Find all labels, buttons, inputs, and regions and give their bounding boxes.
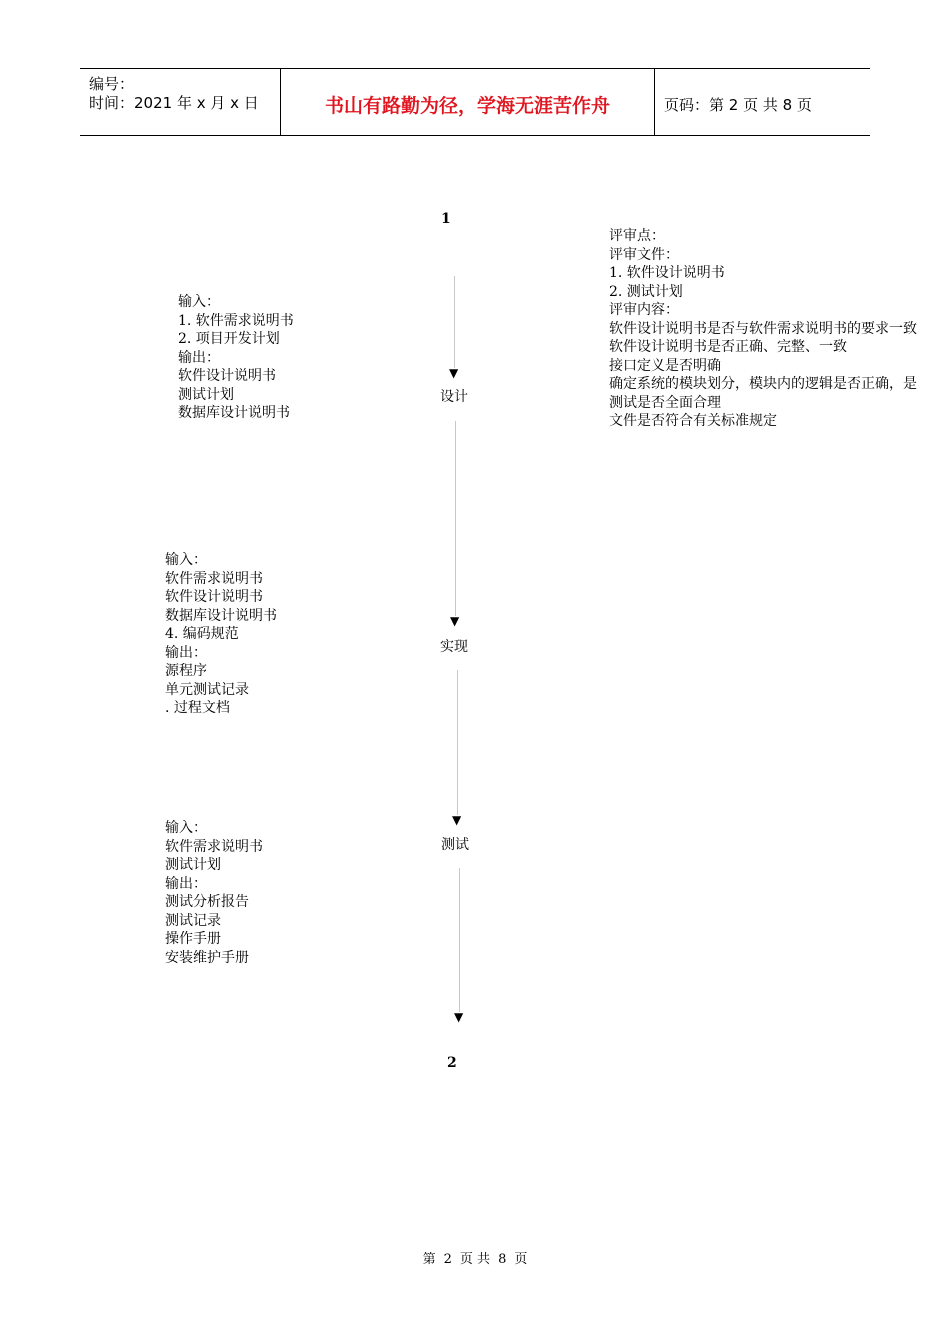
io-line: . 过程文档 [165,700,230,716]
down-arrow-icon: ▼ [449,366,459,380]
flow-connector [455,421,456,616]
io-line: 4. 编码规范 [165,626,239,642]
review-line: 评审内容： [609,302,679,318]
flow-end-label: 2 [447,1055,457,1071]
io-line: 测试计划 [165,857,221,873]
footer-page-number: 2 [443,1252,452,1267]
io-line: 操作手册 [165,931,221,947]
io-line: 输入： [165,552,207,568]
review-line: 测试是否全面合理 [609,394,721,411]
io-line: 2. 项目开发计划 [178,331,280,347]
review-list [609,227,917,431]
design-io-list [178,293,294,423]
io-line: 软件设计说明书 [165,589,263,605]
document-time-label: 时间：2021 年 x 月 x 日 [89,94,259,112]
stage-implement: 实现 [440,639,468,655]
footer-total-pages: 8 [498,1252,507,1267]
page-footer [0,1248,950,1267]
review-line: 2. 测试计划 [609,283,683,300]
io-line: 源程序 [165,663,207,679]
down-arrow-icon: ▼ [454,1010,464,1024]
header-motto-cell [281,69,655,135]
header-page-cell [655,69,870,135]
io-line: 输出： [165,875,207,892]
io-line: 1. 软件需求说明书 [178,312,294,329]
io-line: 数据库设计说明书 [165,607,277,624]
io-line: 输入： [178,294,220,310]
io-line: 软件设计说明书 [178,368,276,384]
header-motto: 书山有路勤为径，学海无涯苦作舟 [324,95,610,117]
header-page-label: 页码：第 2 页 共 8 页 [664,96,812,114]
flow-connector [459,868,460,1012]
test-io-list [165,819,263,967]
flow-connector [457,670,458,815]
io-line: 数据库设计说明书 [178,405,290,421]
review-line: 文件是否符合有关标准规定 [609,413,777,429]
footer-mid: 页 共 [459,1252,491,1267]
review-line: 评审点： [609,228,665,244]
review-line: 评审文件： [609,246,679,263]
down-arrow-icon: ▼ [450,614,460,628]
io-line: 输出： [165,644,207,661]
review-line: 软件设计说明书是否与软件需求说明书的要求一致 [609,320,917,337]
flow-start-label: 1 [441,211,451,227]
stage-design: 设计 [440,389,468,405]
io-line: 测试计划 [178,386,234,403]
io-line: 输出： [178,349,220,366]
review-line: 确定系统的模块划分，模块内的逻辑是否正确，是 [609,376,917,392]
io-line: 安装维护手册 [165,949,249,966]
io-line: 输入： [165,820,207,836]
io-line: 单元测试记录 [165,681,249,698]
flow-connector [454,276,455,368]
io-line: 测试记录 [165,912,221,929]
io-line: 软件需求说明书 [165,838,263,855]
review-line: 1. 软件设计说明书 [609,265,725,281]
page-header [80,68,870,136]
footer-prefix: 第 [422,1252,436,1267]
review-line: 软件设计说明书是否正确、完整、一致 [609,339,847,355]
down-arrow-icon: ▼ [452,813,462,827]
review-line: 接口定义是否明确 [609,357,721,374]
footer-suffix: 页 [514,1252,528,1267]
header-info-cell [80,69,281,135]
implement-io-list [165,551,277,718]
io-line: 测试分析报告 [165,894,249,910]
document-number-label: 编号： [89,75,135,93]
stage-test: 测试 [441,837,469,853]
io-line: 软件需求说明书 [165,570,263,587]
